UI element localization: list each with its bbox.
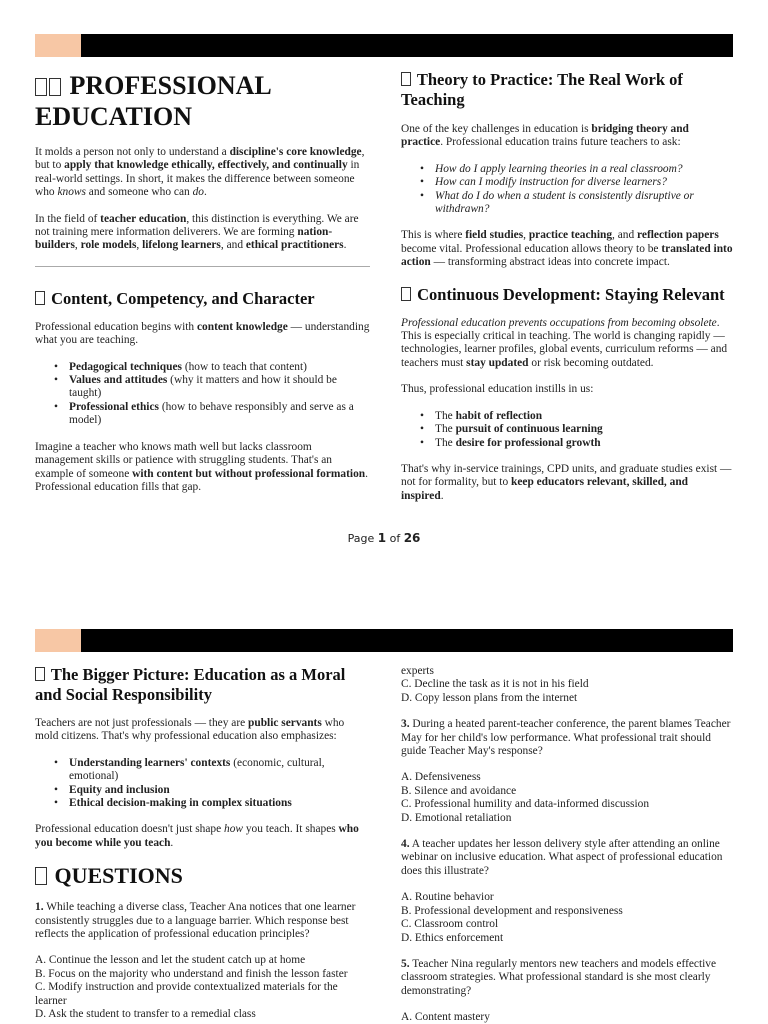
right-column — [401, 665, 733, 1024]
answer-options — [35, 954, 370, 1021]
list-item: • How can I modify instruction for diverse learners? — [435, 176, 733, 189]
header-accent — [35, 629, 81, 652]
paragraph: Imagine a teacher who knows math well but lacks classroom management skills or patience with struggling students. That's an example of someone with content but without professional formation. Professional education fills that gap. — [35, 440, 368, 493]
list-item: • Ethical decision-making in complex situations — [69, 797, 370, 810]
header-band — [35, 34, 733, 57]
question-1 — [35, 901, 370, 1021]
list-item: • Values and attitudes (why it matters and how it should be taught) — [69, 374, 370, 401]
answer-options — [401, 771, 733, 825]
missing-glyph-icon — [35, 867, 47, 885]
question-3 — [401, 718, 733, 825]
answer-option: D. Ethics enforcement — [401, 931, 504, 944]
paragraph: Professional education begins with content knowledge — understanding what you are teaching. — [35, 320, 370, 347]
bullet-list — [69, 757, 370, 811]
section-divider — [35, 266, 370, 267]
header-band — [35, 629, 733, 652]
missing-glyph-icon — [35, 78, 47, 96]
answer-options — [401, 665, 733, 705]
question-stem: 5. Teacher Nina regularly mentors new teachers and models effective classroom strategies. What professional standard is she most clearly demonstrating? — [401, 957, 717, 997]
list-item: • What do I do when a student is consistently disruptive or withdrawn? — [435, 190, 733, 217]
bullet-list — [435, 163, 733, 217]
intro-paragraph-2: In the field of teacher education, this distinction is everything. We are not training mere information deliverers. We are forming nation-builders, role models, lifelong learners, and ethical practitioners. — [35, 212, 359, 252]
section-heading: Theory to Practice: The Real Work of Teaching — [401, 70, 683, 109]
list-item: • Understanding learners' contexts (economic, cultural, emotional) — [69, 757, 370, 784]
list-item: • Professional ethics (how to behave responsibly and serve as a model) — [69, 401, 370, 428]
missing-glyph-icon — [401, 287, 411, 301]
intro-paragraph: It molds a person not only to understand a discipline's core knowledge, but to apply that knowledge ethically, effectively, and continually in real-world settings. In short, it makes the difference between someone who knows and someone who can do. — [35, 146, 365, 199]
paragraph: Thus, professional education instills in us: — [401, 383, 594, 396]
list-item: • The habit of reflection — [435, 410, 733, 423]
answer-options — [401, 1011, 733, 1024]
left-column — [35, 665, 370, 1024]
answer-option: A. Content mastery — [401, 1011, 490, 1024]
answer-options — [401, 891, 733, 945]
answer-option: B. Professional development and responsiveness — [401, 904, 623, 917]
section-heading: The Bigger Picture: Education as a Moral and Social Responsibility — [35, 665, 346, 704]
paragraph: Professional education prevents occupations from becoming obsolete. This is especially critical in teaching. The world is changing rapidly — technologies, learner profiles, global events, curriculum reforms — and teachers must stay updated or risk becoming outdated. — [401, 316, 728, 369]
answer-option: A. Defensiveness — [401, 771, 481, 784]
question-stem: 1. While teaching a diverse class, Teacher Ana notices that one learner consistently struggles due to a language barrier. Which response best reflects the application of professional education principles? — [35, 901, 356, 941]
answer-option: A. Continue the lesson and let the student catch up at home — [35, 954, 306, 967]
header-accent — [35, 34, 81, 57]
question-stem: 3. During a heated parent-teacher conference, the parent blames Teacher May for her child's low performance. What professional trait should guide Teacher May's response? — [401, 718, 731, 758]
questions-heading: QUESTIONS — [35, 863, 370, 889]
bullet-list — [69, 361, 370, 428]
paragraph: Teachers are not just professionals — they are public servants who mold citizens. That's why professional education also emphasizes: — [35, 717, 345, 743]
page-title: PROFESSIONAL EDUCATION — [35, 71, 271, 131]
answer-option: D. Copy lesson plans from the internet — [401, 691, 578, 704]
section-heading: Content, Competency, and Character — [35, 289, 370, 309]
bullet-list — [435, 410, 733, 450]
answer-option: C. Modify instruction and provide contextualized materials for the learner — [35, 981, 338, 1007]
answer-option: A. Routine behavior — [401, 891, 494, 904]
answer-option: experts — [401, 665, 434, 677]
list-item: • The desire for professional growth — [435, 437, 733, 450]
document-page-2 — [0, 596, 768, 1024]
missing-glyph-icon — [35, 291, 45, 305]
answer-option: B. Silence and avoidance — [401, 784, 517, 797]
paragraph: One of the key challenges in education is bridging theory and practice. Professional education trains future teachers to ask: — [401, 123, 689, 149]
right-column — [401, 70, 733, 516]
list-item: • Equity and inclusion — [69, 784, 370, 797]
answer-option: B. Focus on the majority who understand and finish the lesson faster — [35, 967, 348, 980]
missing-glyph-icon — [35, 667, 45, 681]
page-number: Page 1 of 26 — [347, 531, 421, 545]
left-column — [35, 70, 370, 507]
list-item: • The pursuit of continuous learning — [435, 423, 733, 436]
paragraph: That's why in-service trainings, CPD units, and graduate studies exist — not for formality, but to keep educators relevant, skilled, and inspired. — [401, 462, 732, 502]
answer-option: D. Emotional retaliation — [401, 811, 512, 824]
list-item: • Pedagogical techniques (how to teach that content) — [69, 361, 370, 374]
question-stem: 4. A teacher updates her lesson delivery style after attending an online webinar on inclusive education. What aspect of professional education does this illustrate? — [401, 838, 723, 877]
answer-option: C. Classroom control — [401, 918, 499, 931]
question-5 — [401, 958, 733, 1024]
question-4 — [401, 838, 733, 945]
list-item: • How do I apply learning theories in a real classroom? — [435, 163, 733, 176]
section-heading: Continuous Development: Staying Relevant — [401, 285, 733, 305]
missing-glyph-icon — [49, 78, 61, 96]
answer-option: D. Ask the student to transfer to a remedial class — [35, 1008, 256, 1021]
paragraph: Professional education doesn't just shape how you teach. It shapes who you become while you teach. — [35, 823, 359, 849]
answer-option: C. Decline the task as it is not in his field — [401, 678, 589, 691]
missing-glyph-icon — [401, 72, 411, 86]
paragraph: This is where field studies, practice teaching, and reflection papers become vital. Professional education allows theory to be translated into action — transforming abstract ideas into concrete impact. — [401, 229, 733, 269]
answer-option: C. Professional humility and data-informed discussion — [401, 798, 650, 811]
